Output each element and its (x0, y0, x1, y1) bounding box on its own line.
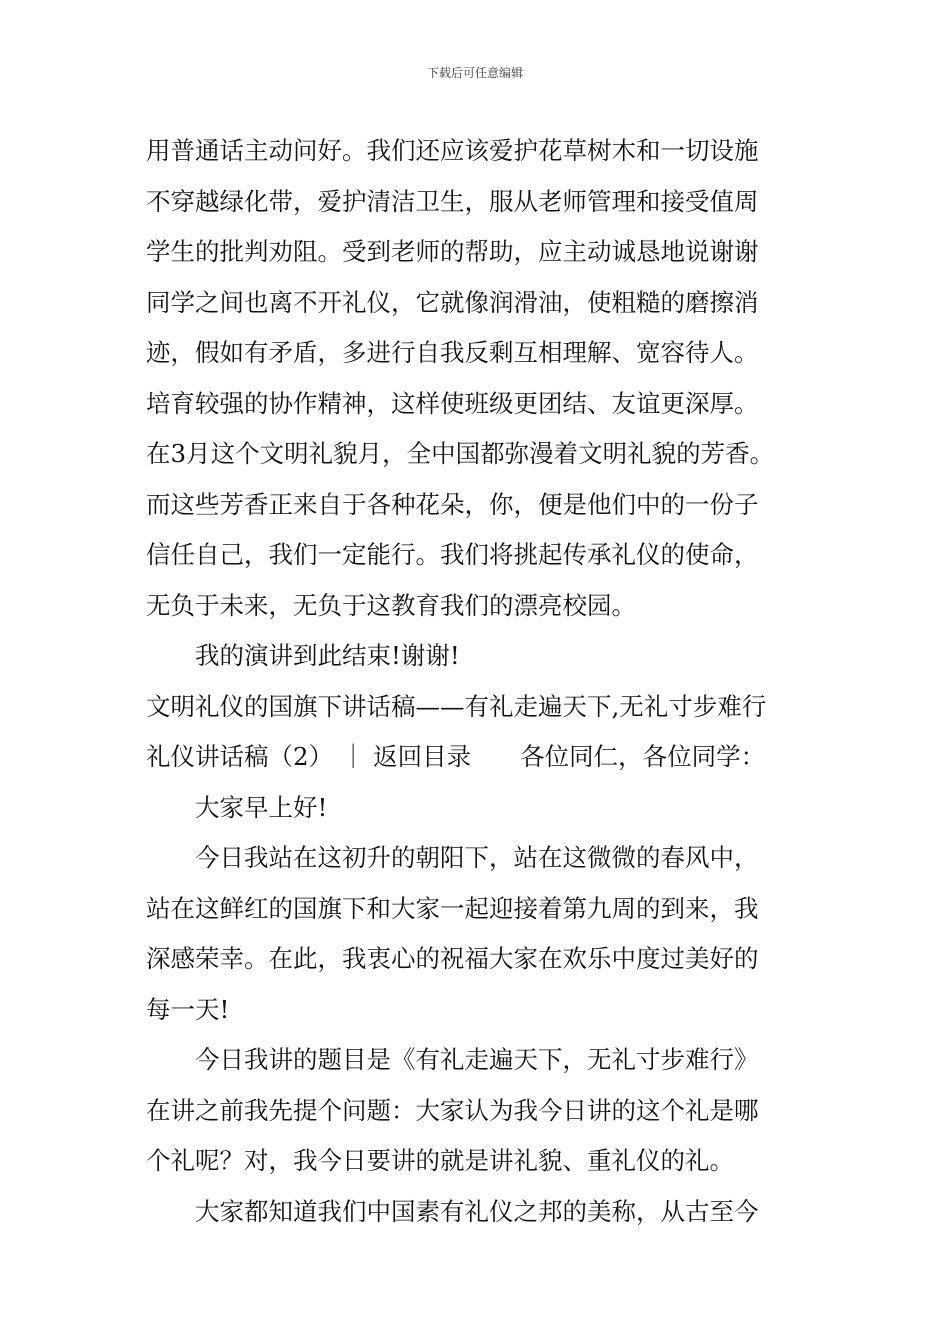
closing-line: 我的演讲到此结束!谢谢! (195, 641, 460, 670)
section-subtitle: 礼仪讲话稿（2） ｜ 返回目录 各位同仁，各位同学： (146, 742, 766, 771)
text-line: 在3月这个文明礼貌月，全中国都弥漫着文明礼貌的芳香。 (146, 439, 775, 468)
text-line: 培育较强的协作精神，这样使班级更团结、友谊更深厚。 (146, 388, 759, 418)
text-line: 迹，假如有矛盾，多进行自我反剩互相理解、宽容待人。 (146, 338, 759, 367)
section-title: 文明礼仪的国旗下讲话稿——有礼走遍天下,无礼寸步难行 (146, 691, 767, 721)
greeting-line: 大家早上好! (195, 792, 328, 822)
text-line: 深感荣幸。在此，我衷心的祝福大家在欢乐中度过美好的 (146, 944, 759, 973)
text-line: 用普通话主动问好。我们还应该爱护花草树木和一切设施 (146, 136, 759, 165)
text-line: 信任自己，我们一定能行。我们将挑起传承礼仪的使命， (146, 540, 759, 569)
text-line: 个礼呢？对，我今日要讲的就是讲礼貌、重礼仪的礼。 (146, 1146, 734, 1175)
document-body (146, 126, 811, 1237)
page-header-note: 下载后可任意编辑 (426, 66, 523, 80)
text-line: 每一天! (146, 994, 230, 1024)
text-line: 今日我讲的题目是《有礼走遍天下，无礼寸步难行》 (195, 1045, 759, 1074)
text-line: 同学之间也离不开礼仪，它就像润滑油，使粗糙的磨擦消 (146, 287, 759, 317)
text-line: 学生的批判劝阻。受到老师的帮助，应主动诚恳地说谢谢 (146, 237, 759, 266)
text-line: 在讲之前我先提个问题：大家认为我今日讲的这个礼是哪 (146, 1095, 759, 1125)
text-line: 而这些芳香正来自于各种花朵，你，便是他们中的一份子 (146, 489, 759, 519)
text-line: 不穿越绿化带，爱护清洁卫生，服从老师管理和接受值周 (146, 186, 759, 216)
text-line: 今日我站在这初升的朝阳下，站在这微微的春风中， (195, 843, 759, 872)
text-line: 站在这鲜红的国旗下和大家一起迎接着第九周的到来，我 (146, 893, 759, 923)
text-line: 大家都知道我们中国素有礼仪之邦的美称，从古至今 (195, 1196, 759, 1226)
text-line: 无负于未来，无负于这教育我们的漂亮校园。 (146, 590, 636, 620)
